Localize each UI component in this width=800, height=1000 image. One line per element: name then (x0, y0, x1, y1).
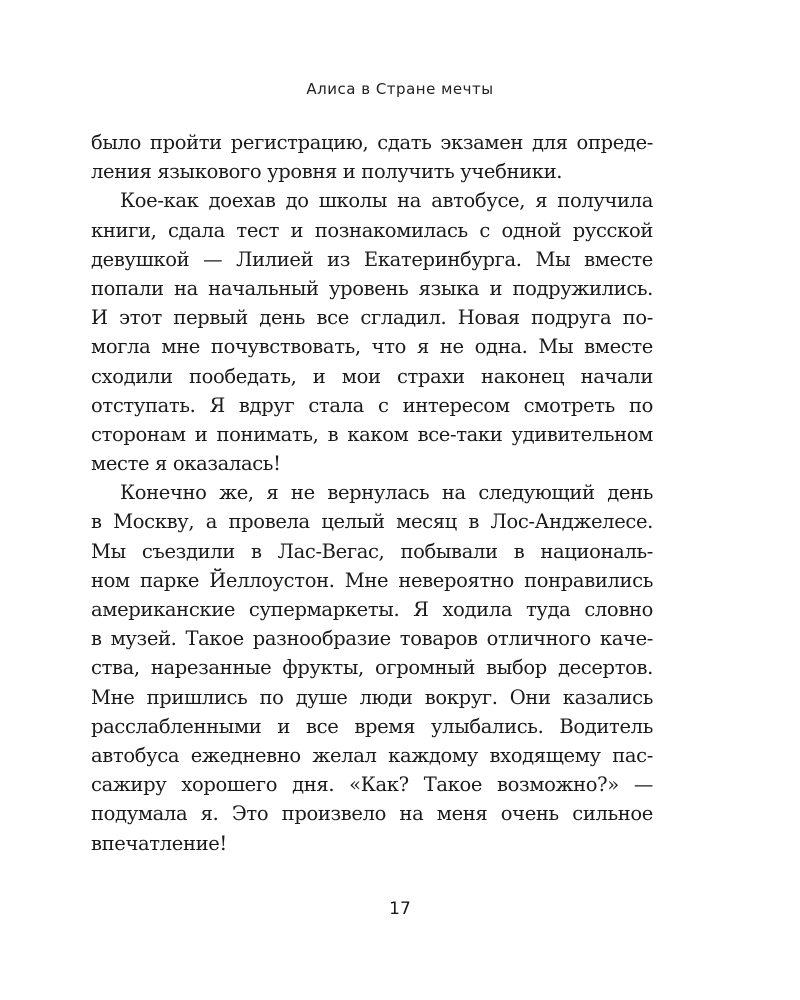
text-line: Конечно же, я не вернулась на следующий день (120, 481, 653, 505)
paragraph-1 (91, 128, 653, 186)
text-line: автобуса ежедневно желал каждому входящему пас- (91, 743, 653, 767)
text-line: ства, нарезанные фрукты, огромный выбор десертов. (91, 656, 653, 680)
text-line: сажиру хорошего дня. «Как? Такое возможно?» — (91, 773, 653, 797)
text-line: ном парке Йеллоустон. Мне невероятно понравились (91, 568, 653, 592)
text-line: впечатление! (91, 831, 227, 855)
text-line: было пройти регистрацию, сдать экзамен для опреде- (91, 131, 653, 154)
text-line: американские супермаркеты. Я ходила туда словно (91, 598, 653, 621)
body-text (91, 128, 653, 858)
text-line: сторонам и понимать, в каком все-таки удивительном (91, 422, 653, 446)
paragraph-2 (91, 186, 653, 478)
text-line: девушкой — Лилией из Екатеринбурга. Мы вместе (91, 247, 653, 271)
text-line: месте я оказалась! (91, 452, 281, 476)
text-line: ления языкового уровня и получить учебники. (91, 160, 563, 184)
text-line: сходили пообедать, и мои страхи наконец начали (91, 364, 653, 388)
text-line: могла мне почувствовать, что я не одна. Мы вместе (91, 335, 653, 359)
text-line: отступать. Я вдруг стала с интересом смотреть по (91, 393, 653, 417)
text-line: попали на начальный уровень языка и подружились. (91, 276, 653, 300)
text-line: подумала я. Это произвело на меня очень сильное (91, 802, 653, 826)
text-line: в Москву, а провела целый месяц в Лос-Анджелесе. (91, 510, 653, 534)
paragraph-3 (91, 478, 653, 857)
text-line: в музей. Такое разнообразие товаров отличного каче- (91, 627, 653, 651)
text-line: Кое-как доехав до школы на автобусе, я получила (120, 189, 653, 213)
text-line: Мы съездили в Лас-Вегас, побывали в националь- (91, 539, 653, 563)
text-line: книги, сдала тест и познакомилась с одной русской (91, 218, 653, 242)
running-head-title: Алиса в Стране мечты (306, 80, 494, 98)
text-line: Мне пришлись по душе люди вокруг. Они казались (91, 685, 653, 709)
text-line: расслабленными и все время улыбались. Водитель (91, 714, 653, 738)
page-number: 17 (389, 899, 411, 919)
text-line: И этот первый день все сгладил. Новая подруга по- (91, 306, 653, 330)
